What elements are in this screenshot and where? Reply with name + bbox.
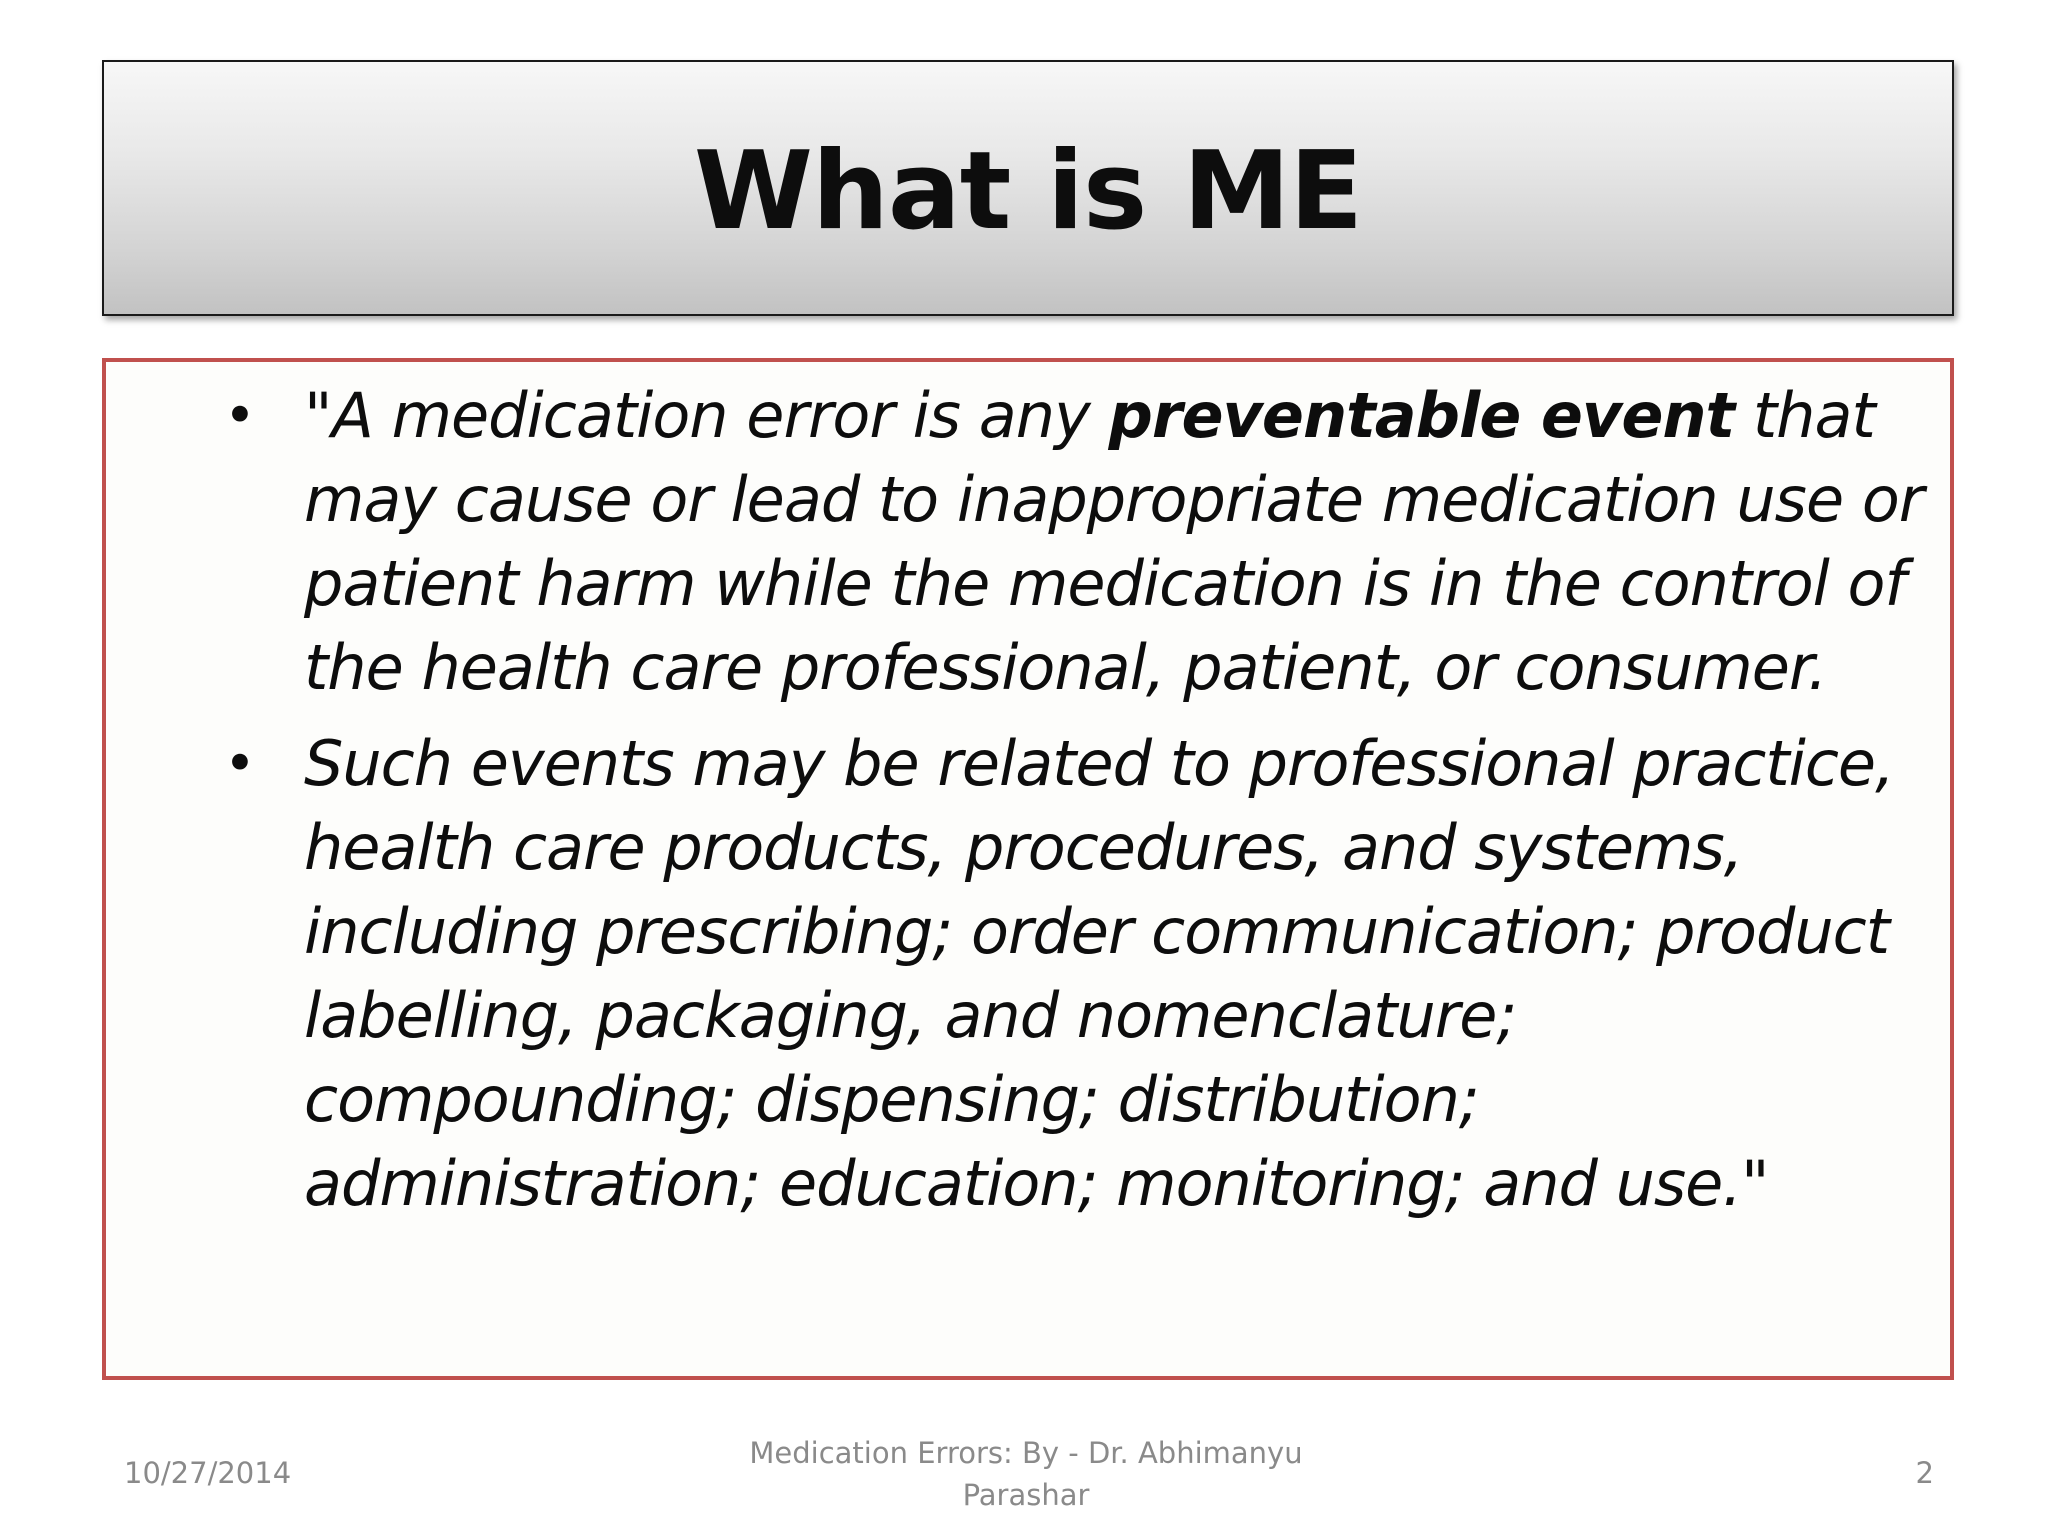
slide-title-box xyxy=(102,60,1954,316)
bullet-dot-icon: • xyxy=(224,384,255,447)
bullet-text-before: Such events may be related to professional practice, health care products, procedures, and systems, including prescribing; order communication; product labelling, packaging, and nomenclature; compounding; dispensing; distribution; administration; education; monitoring; and use." xyxy=(304,727,1894,1220)
slide-title: What is ME xyxy=(693,128,1363,254)
bullet-list xyxy=(128,374,1938,1238)
bullet-text-emphasis: preventable event xyxy=(1108,379,1735,452)
bullet-text-after: that may cause or lead to inappropriate medication use or patient harm while the medication is in the control of the health care professional, patient, or consumer. xyxy=(304,379,1924,704)
bullet-item xyxy=(128,722,1938,1226)
bullet-text-before: "A medication error is any xyxy=(304,379,1109,452)
footer-title: Medication Errors: By - Dr. Abhimanyu Parashar xyxy=(749,1436,1303,1512)
bullet-item xyxy=(128,374,1938,710)
content-box xyxy=(102,358,1954,1380)
footer-page-number: 2 xyxy=(1915,1456,1934,1490)
bullet-dot-icon: • xyxy=(224,732,255,795)
footer-date: 10/27/2014 xyxy=(124,1456,292,1490)
